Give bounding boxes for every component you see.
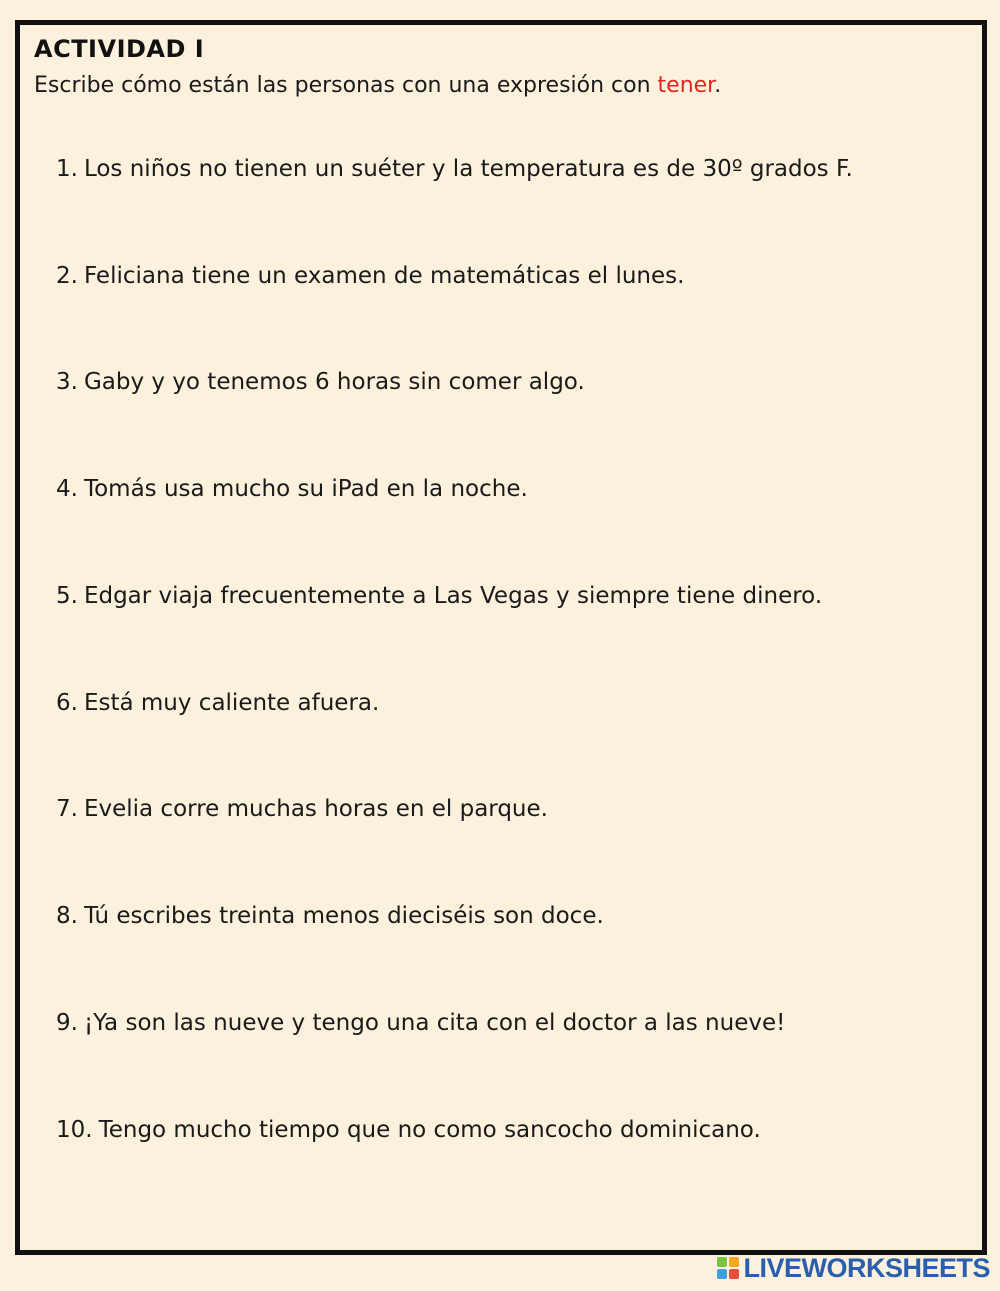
exercise-text: Edgar viaja frecuentemente a Las Vegas y siempre tiene dinero.: [83, 583, 823, 609]
exercise-number: 3.: [56, 369, 78, 395]
exercise-number: 7.: [56, 796, 78, 822]
exercise-item-4: [56, 476, 528, 502]
exercise-number: 1.: [56, 156, 78, 182]
exercise-number: 6.: [56, 690, 78, 716]
exercise-item-5: [56, 583, 822, 609]
exercise-text: Gaby y yo tenemos 6 horas sin comer algo.: [83, 369, 585, 395]
logo-square-icon: [717, 1269, 727, 1279]
exercise-item-1: [56, 156, 853, 182]
exercise-item-8: [56, 903, 604, 929]
exercise-number: 8.: [56, 903, 78, 929]
worksheet-title: ACTIVIDAD I: [34, 35, 205, 63]
exercise-item-3: [56, 369, 585, 395]
instructions-text: Escribe cómo están las personas con una expresión con: [34, 73, 658, 98]
exercise-item-2: [56, 263, 684, 289]
exercise-text: Tú escribes treinta menos dieciséis son doce.: [83, 903, 604, 929]
exercise-item-7: [56, 796, 548, 822]
exercise-text: Los niños no tienen un suéter y la temperatura es de 30º grados F.: [83, 156, 853, 182]
exercise-text: Está muy caliente afuera.: [83, 690, 380, 716]
instructions-keyword: tener: [657, 73, 715, 98]
exercise-item-9: [56, 1010, 785, 1036]
exercise-text: Tengo mucho tiempo que no como sancocho dominicano.: [98, 1117, 761, 1143]
exercise-text: ¡Ya son las nueve y tengo una cita con el doctor a las nueve!: [83, 1010, 786, 1036]
logo-text: LIVEWORKSHEETS: [743, 1252, 990, 1283]
logo-square-icon: [729, 1269, 739, 1279]
exercise-number: 5.: [56, 583, 78, 609]
exercise-number: 4.: [56, 476, 78, 502]
exercise-text: Tomás usa mucho su iPad en la noche.: [83, 476, 528, 502]
exercise-number: 9.: [56, 1010, 78, 1036]
exercise-number: 2.: [56, 263, 78, 289]
exercise-item-6: [56, 690, 379, 716]
exercise-number: 10.: [56, 1117, 93, 1143]
worksheet-frame: [15, 20, 987, 1255]
logo-square-icon: [717, 1257, 727, 1267]
instructions: [34, 73, 721, 98]
exercise-text: Evelia corre muchas horas en el parque.: [83, 796, 548, 822]
instructions-end: .: [714, 73, 722, 98]
liveworksheets-logo[interactable]: [717, 1251, 990, 1285]
exercise-item-10: [56, 1117, 761, 1143]
logo-square-icon: [729, 1257, 739, 1267]
liveworksheets-mark-icon: [717, 1257, 739, 1279]
exercise-text: Feliciana tiene un examen de matemáticas el lunes.: [83, 263, 685, 289]
